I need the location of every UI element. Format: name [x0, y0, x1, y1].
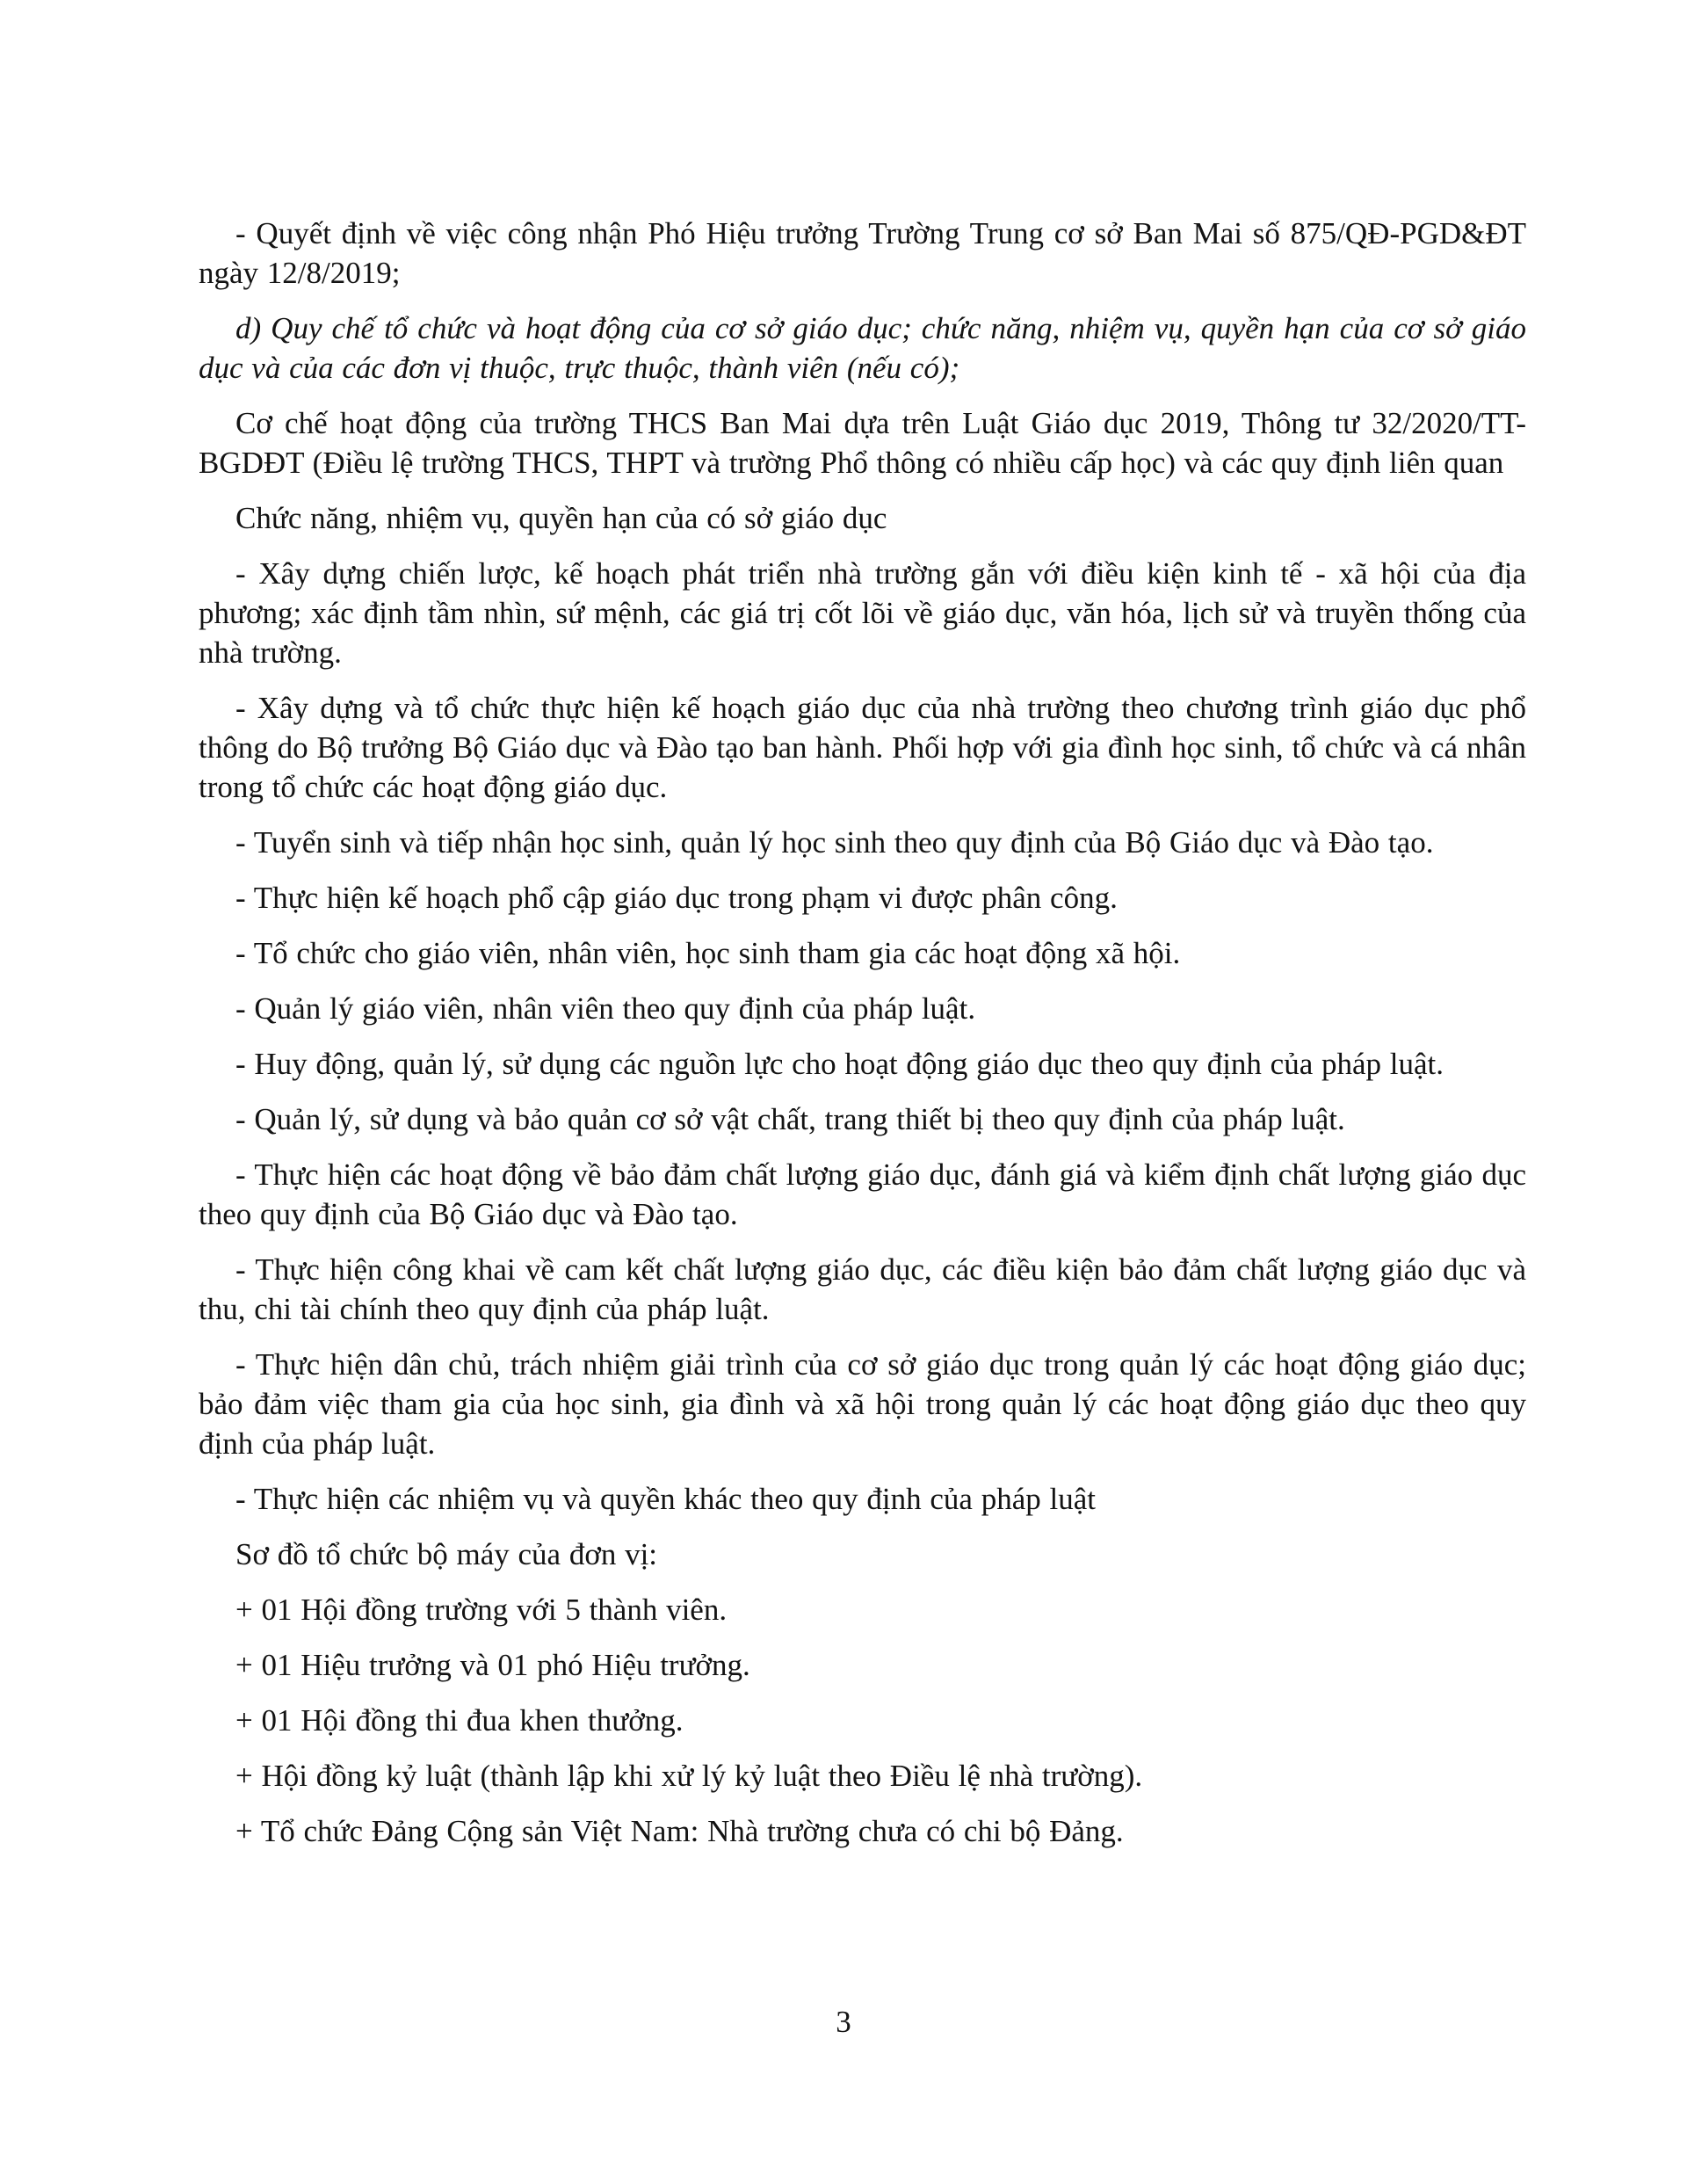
paragraph: - Thực hiện các hoạt động về bảo đảm chất lượng giáo dục, đánh giá và kiểm định chất lượng giáo dục theo quy định của Bộ Giáo dục và Đào tạo. [199, 1157, 1526, 1231]
paragraph: + Tổ chức Đảng Cộng sản Việt Nam: Nhà trường chưa có chi bộ Đảng. [235, 1814, 1124, 1848]
paragraph: - Huy động, quản lý, sử dụng các nguồn lực cho hoạt động giáo dục theo quy định của pháp luật. [235, 1047, 1444, 1081]
paragraph: + 01 Hội đồng trường với 5 thành viên. [235, 1593, 728, 1627]
paragraph: - Quản lý, sử dụng và bảo quản cơ sở vật chất, trang thiết bị theo quy định của pháp luật. [235, 1102, 1345, 1136]
document-body [199, 214, 1526, 1851]
paragraph: + 01 Hội đồng thi đua khen thưởng. [235, 1703, 684, 1738]
paragraph: - Xây dựng và tổ chức thực hiện kế hoạch giáo dục của nhà trường theo chương trình giáo dục phổ thông do Bộ trưởng Bộ Giáo dục và Đào tạo ban hành. Phối hợp với gia đình học sinh, tổ chức và cá nhân trong tổ chức các hoạt động giáo dục. [199, 691, 1526, 804]
paragraph: - Thực hiện công khai về cam kết chất lượng giáo dục, các điều kiện bảo đảm chất lượng giáo dục và thu, chi tài chính theo quy định của pháp luật. [199, 1252, 1526, 1326]
paragraph: Cơ chế hoạt động của trường THCS Ban Mai dựa trên Luật Giáo dục 2019, Thông tư 32/2020/TT-BGDĐT (Điều lệ trường THCS, THPT và trường Phổ thông có nhiều cấp học) và các quy định liên quan [199, 406, 1526, 480]
paragraph: + 01 Hiệu trưởng và 01 phó Hiệu trưởng. [235, 1648, 750, 1682]
paragraph: - Quản lý giáo viên, nhân viên theo quy định của pháp luật. [235, 991, 976, 1026]
paragraph: - Tuyển sinh và tiếp nhận học sinh, quản lý học sinh theo quy định của Bộ Giáo dục và Đào tạo. [235, 825, 1434, 860]
paragraph: - Thực hiện kế hoạch phổ cập giáo dục trong phạm vi được phân công. [235, 881, 1118, 915]
paragraph: d) Quy chế tổ chức và hoạt động của cơ sở giáo dục; chức năng, nhiệm vụ, quyền hạn của cơ sở giáo dục và của các đơn vị thuộc, trực thuộc, thành viên (nếu có); [199, 311, 1526, 385]
paragraph: - Tổ chức cho giáo viên, nhân viên, học sinh tham gia các hoạt động xã hội. [235, 936, 1181, 970]
paragraph: - Thực hiện dân chủ, trách nhiệm giải trình của cơ sở giáo dục trong quản lý các hoạt động giáo dục; bảo đảm việc tham gia của học sinh, gia đình và xã hội trong quản lý các hoạt động giáo dục theo quy định của pháp luật. [199, 1347, 1526, 1461]
page-number: 3 [836, 2005, 851, 2039]
paragraph: - Quyết định về việc công nhận Phó Hiệu trưởng Trường Trung cơ sở Ban Mai số 875/QĐ-PGD&ĐT ngày 12/8/2019; [199, 216, 1526, 290]
paragraph: + Hội đồng kỷ luật (thành lập khi xử lý kỷ luật theo Điều lệ nhà trường). [235, 1759, 1143, 1793]
paragraph: Sơ đồ tổ chức bộ máy của đơn vị: [235, 1537, 658, 1571]
paragraph: Chức năng, nhiệm vụ, quyền hạn của có sở giáo dục [235, 501, 887, 535]
paragraph: - Thực hiện các nhiệm vụ và quyền khác theo quy định của pháp luật [235, 1482, 1096, 1516]
paragraph: - Xây dựng chiến lược, kế hoạch phát triển nhà trường gắn với điều kiện kinh tế - xã hội của địa phương; xác định tầm nhìn, sứ mệnh, các giá trị cốt lõi về giáo dục, văn hóa, lịch sử và truyền thống của nhà trường. [199, 556, 1526, 670]
